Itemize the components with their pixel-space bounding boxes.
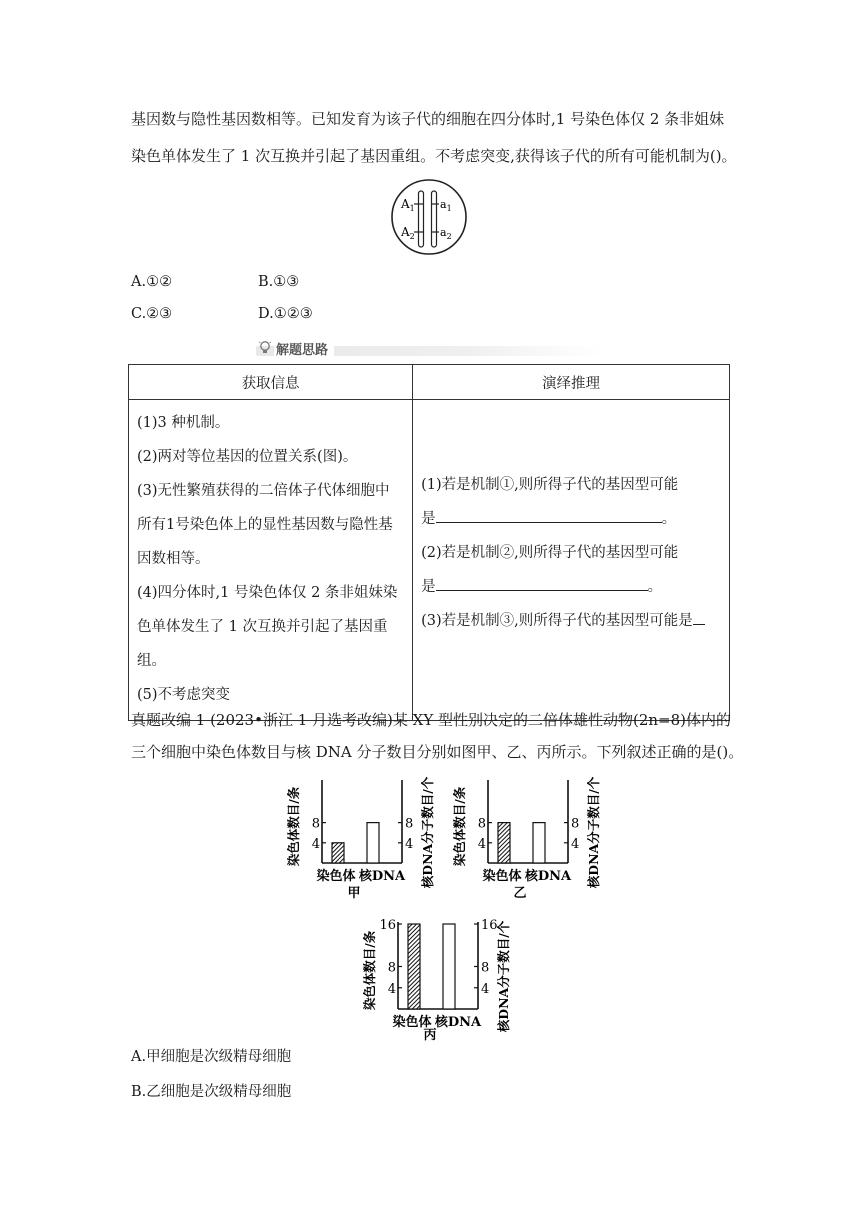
option-b[interactable]: B.①③ — [258, 274, 300, 290]
deduction-line-blank: 是 。 — [421, 570, 723, 604]
tick-label-right: 4 — [571, 836, 580, 852]
table-body-row — [129, 400, 730, 721]
deduction-line: (1)若是机制①,则所得子代的基因型可能 — [421, 477, 679, 493]
answer-blank-3[interactable] — [693, 608, 705, 625]
category-label: 核DNA — [434, 1015, 482, 1030]
chart-title: 甲 — [347, 886, 361, 901]
cell-diagram — [390, 177, 468, 257]
y2-axis-label: 核DNA分子数目/个 — [496, 920, 511, 1033]
tick-label-right: 4 — [405, 836, 414, 852]
bar-dna — [533, 823, 545, 863]
question2-text-line-2: 三个细胞中染色体数目与核 DNA 分子数目分别如图甲、乙、丙所示。下列叙述正确的是()。 — [131, 743, 744, 761]
y-axis-label: 染色体数目/条 — [452, 786, 467, 867]
question-text-line-1: 基因数与隐性基因数相等。已知发育为该子代的细胞在四分体时,1 号染色体仅 2 条非姐妹 — [131, 110, 725, 128]
gene-label-A1: $A_1$ — [401, 197, 415, 213]
bar-chromosome — [408, 924, 420, 1009]
category-label: 染色体 — [392, 1015, 432, 1030]
y2-axis-label: 核DNA分子数目/个 — [420, 776, 435, 889]
bar-chromosome — [332, 843, 344, 863]
cell-membrane — [392, 180, 466, 254]
category-label: 染色体 — [316, 869, 356, 884]
bar-dna — [443, 924, 455, 1009]
info-line: (5)不考虑突变 — [137, 687, 231, 703]
tick-label-left: 8 — [311, 816, 320, 832]
chart-bing — [360, 912, 520, 1042]
deduction-line: (2)若是机制②,则所得子代的基因型可能 — [421, 545, 679, 561]
question2-text-line-1: 真题改编 1 (2023•浙江 1 月选考改编)某 XY 型性别决定的二倍体雄性动物(2n=8)体内的 — [131, 711, 732, 729]
info-line: 组。 — [137, 653, 166, 669]
chart-title: 丙 — [423, 1028, 437, 1042]
option-d[interactable]: D.①②③ — [258, 306, 313, 322]
tick-label-right: 8 — [571, 816, 580, 832]
category-label: 核DNA — [358, 869, 406, 884]
gene-label-a2: $a_2$ — [440, 226, 452, 241]
tick-label-left: 16 — [379, 918, 396, 933]
tick-label-right: 8 — [405, 816, 414, 832]
category-label: 染色体 — [482, 869, 522, 884]
chromosome-left — [419, 191, 424, 247]
chromosome-right — [432, 191, 437, 247]
q2-option-b[interactable]: B.乙细胞是次级精母细胞 — [131, 1084, 292, 1100]
q2-option-a[interactable]: A.甲细胞是次级精母细胞 — [131, 1049, 292, 1065]
option-a[interactable]: A.①② — [131, 274, 173, 290]
option-c[interactable]: C.②③ — [131, 306, 173, 322]
y2-axis-label: 核DNA分子数目/个 — [586, 776, 601, 889]
tick-label-left: 8 — [477, 816, 486, 832]
bar-dna — [367, 823, 379, 863]
tick-label-left: 4 — [387, 981, 396, 997]
header-get-info: 获取信息 — [129, 365, 413, 400]
info-line: (3)无性繁殖获得的二倍体子代体细胞中 — [137, 483, 390, 499]
info-line: (4)四分体时,1 号染色体仅 2 条非姐妹染 — [137, 585, 398, 601]
lightbulb-icon — [258, 340, 272, 356]
deduction-cell — [413, 400, 730, 721]
reasoning-table — [128, 364, 730, 721]
chart-yi — [450, 752, 610, 904]
info-line: 所有1号染色体上的显性基因数与隐性基 — [137, 517, 393, 533]
y-axis-label: 染色体数目/条 — [286, 786, 301, 867]
tick-label-left: 4 — [477, 836, 486, 852]
question-text-line-2: 染色单体发生了 1 次互换并引起了基因重组。不考虑突变,获得该子代的所有可能机制为()。 — [131, 147, 737, 165]
y-axis-label: 染色体数目/条 — [362, 930, 377, 1011]
info-line: 色单体发生了 1 次互换并引起了基因重 — [137, 619, 388, 635]
tick-label-left: 4 — [311, 836, 320, 852]
category-label: 核DNA — [524, 869, 572, 884]
solution-thinking-banner — [256, 338, 602, 358]
table-header-row — [129, 365, 730, 400]
chart-jia — [284, 752, 444, 904]
answer-blank-1[interactable] — [436, 506, 662, 523]
tick-label-left: 8 — [387, 960, 396, 976]
gene-label-a1: $a_1$ — [440, 198, 452, 213]
info-line: (1)3 种机制。 — [137, 415, 230, 431]
info-line: (2)两对等位基因的位置关系(图)。 — [137, 449, 358, 465]
tick-label-right: 16 — [481, 918, 498, 933]
deduction-line-blank: (3)若是机制③,则所得子代的基因型可能是 — [421, 604, 723, 638]
banner-title: 解题思路 — [274, 339, 334, 358]
info-line: 因数相等。 — [137, 551, 210, 567]
header-deduction: 演绎推理 — [413, 365, 730, 400]
tick-label-right: 8 — [481, 960, 490, 976]
tick-label-right: 4 — [481, 981, 490, 997]
deduction-line-blank: 是 。 — [421, 502, 723, 536]
info-cell — [129, 400, 413, 721]
gene-label-A2: $A_2$ — [401, 225, 415, 241]
chart-title: 乙 — [513, 886, 527, 901]
bar-chromosome — [498, 823, 510, 863]
answer-blank-2[interactable] — [436, 574, 648, 591]
